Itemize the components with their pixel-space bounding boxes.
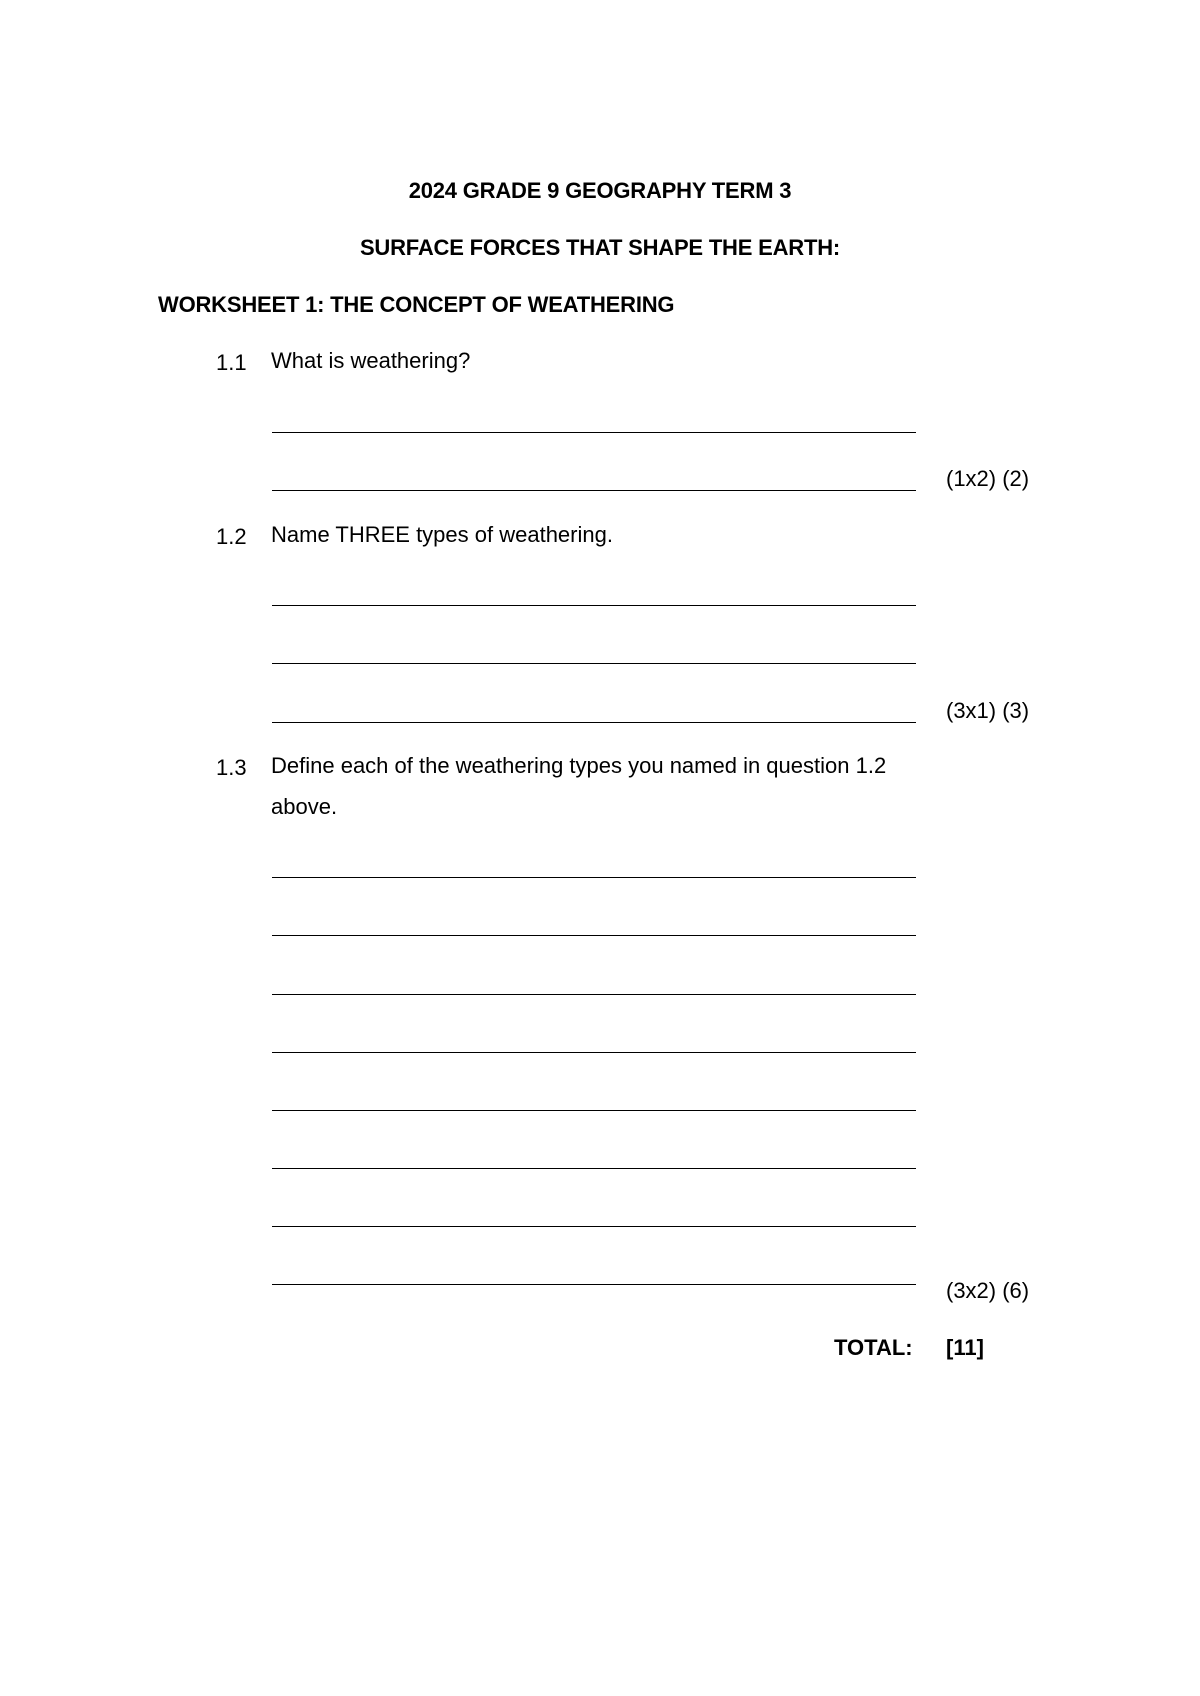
answer-line[interactable] bbox=[272, 1226, 916, 1227]
answer-line[interactable] bbox=[272, 935, 916, 936]
question-number: 1.1 bbox=[216, 350, 247, 375]
total-value: [11] bbox=[946, 1335, 984, 1360]
marks-allocation: (3x2) (6) bbox=[946, 1278, 1030, 1303]
answer-line[interactable] bbox=[272, 432, 916, 433]
document-subtitle: SURFACE FORCES THAT SHAPE THE EARTH: bbox=[359, 235, 841, 260]
answer-line[interactable] bbox=[272, 490, 916, 491]
answer-line[interactable] bbox=[272, 605, 916, 606]
answer-line[interactable] bbox=[272, 1284, 916, 1285]
answer-line[interactable] bbox=[272, 1110, 916, 1111]
question-text: What is weathering? bbox=[271, 348, 471, 373]
question-number: 1.3 bbox=[216, 755, 247, 780]
answer-line[interactable] bbox=[272, 722, 916, 723]
total-label: TOTAL: bbox=[834, 1335, 913, 1360]
answer-line[interactable] bbox=[272, 1052, 916, 1053]
question-number: 1.2 bbox=[216, 524, 247, 549]
answer-line[interactable] bbox=[272, 663, 916, 664]
answer-line[interactable] bbox=[272, 994, 916, 995]
question-text: Define each of the weathering types you named in question 1.2 above. bbox=[271, 753, 887, 819]
worksheet-heading: WORKSHEET 1: THE CONCEPT OF WEATHERING bbox=[158, 292, 675, 317]
answer-line[interactable] bbox=[272, 1168, 916, 1169]
answer-line[interactable] bbox=[272, 877, 916, 878]
question-text: Name THREE types of weathering. bbox=[271, 522, 613, 547]
marks-allocation: (3x1) (3) bbox=[946, 698, 1030, 723]
document-title: 2024 GRADE 9 GEOGRAPHY TERM 3 bbox=[408, 178, 792, 203]
marks-allocation: (1x2) (2) bbox=[946, 466, 1030, 491]
